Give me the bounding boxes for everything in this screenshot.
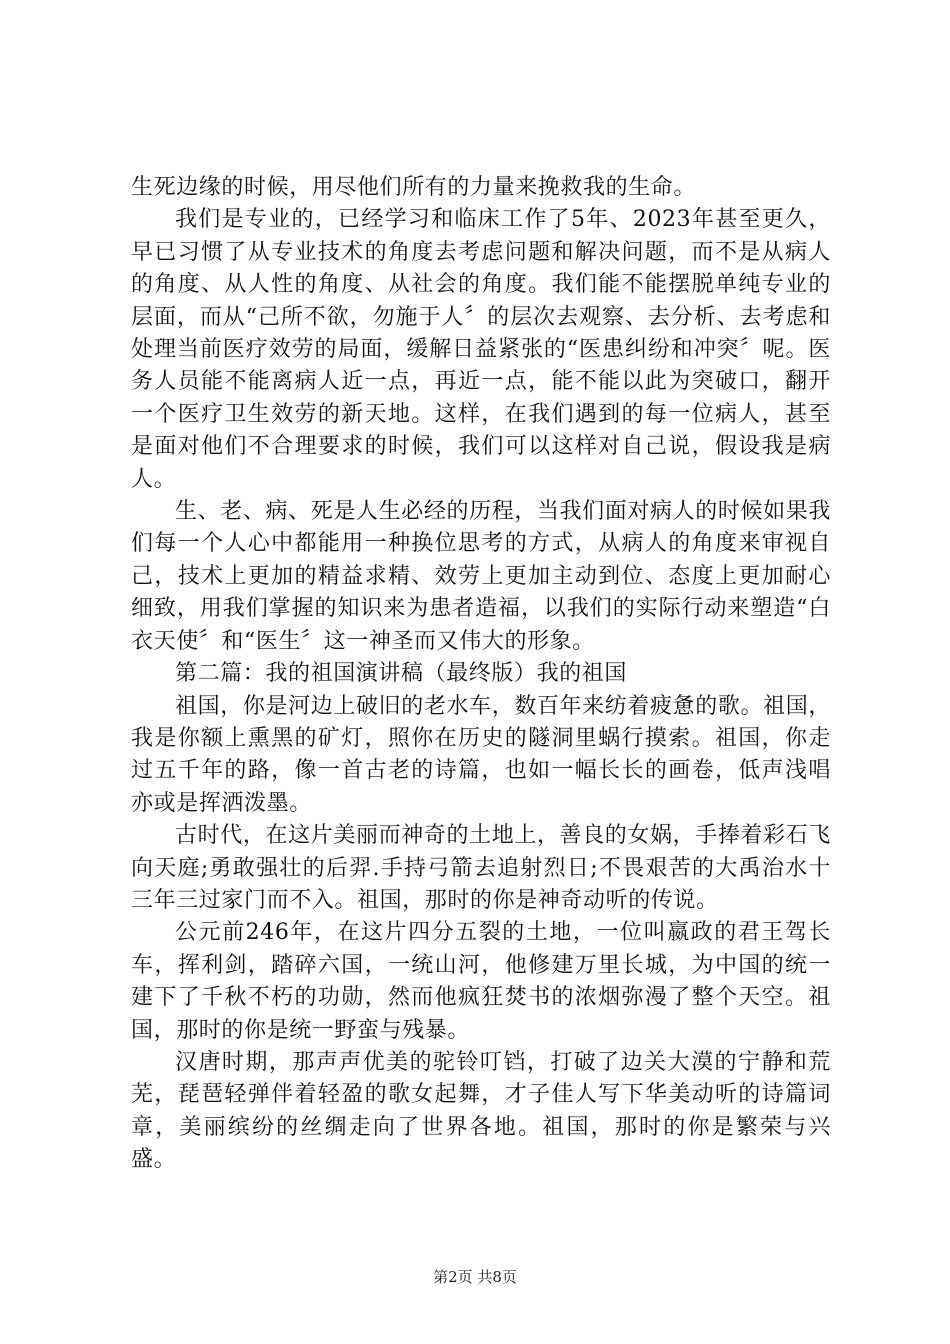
paragraph: 我们是专业的，已经学习和临床工作了5年、2023年甚至更久，早已习惯了从专业技术的角度去考虑问题和解决问题，而不是从病人的角度、从人性的角度、从社会的角度。我们能不能摆脱单纯专业的层面，而从“己所不欲，勿施于人〞的层次去观察、去分析、去考虑和处理当前医疗效劳的局面，缓解日益紧张的“医患纠纷和冲突〞呢。医务人员能不能离病人近一点，再近一点，能不能以此为突破口，翻开一个医疗卫生效劳的新天地。这样，在我们遇到的每一位病人，甚至是面对他们不合理要求的时候，我们可以这样对自己说，假设我是病人。	[131, 207, 831, 492]
section-heading: 第二篇：我的祖国演讲稿（最终版）我的祖国	[175, 661, 628, 687]
paragraph: 生、老、病、死是人生必经的历程，当我们面对病人的时候如果我们每一个人心中都能用一种换位思考的方式，从病人的角度来审视自己，技术上更加的精益求精、效劳上更加主动到位、态度上更加耐心细致，用我们掌握的知识来为患者造福，以我们的实际行动来塑造“白衣天使〞和“医生〞这一神圣而又伟大的形象。	[131, 499, 831, 654]
paragraph: 古时代，在这片美丽而神奇的土地上，善良的女娲，手捧着彩石飞向天庭;勇敢强壮的后羿.手持弓箭去追射烈日;不畏艰苦的大禹治水十三年三过家门而不入。祖国，那时的你是神奇动听的传说。	[131, 823, 831, 913]
paragraph-continuation: 生死边缘的时候，用尽他们所有的力量来挽救我的生命。	[131, 175, 697, 200]
paragraph: 汉唐时期，那声声优美的驼铃叮铛，打破了边关大漠的宁静和荒芜，琵琶轻弹伴着轻盈的歌女起舞，才子佳人写下华美动听的诗篇词章，美丽缤纷的丝绸走向了世界各地。祖国，那时的你是繁荣与兴盛。	[131, 1049, 831, 1173]
paragraph: 公元前246年，在这片四分五裂的土地，一位叫嬴政的君王驾长车，挥利剑，踏碎六国，一统山河，他修建万里长城，为中国的统一建下了千秋不朽的功勋，然而他疯狂焚书的浓烟弥漫了整个天空。祖国，那时的你是统一野蛮与残暴。	[131, 920, 831, 1043]
page-number-footer: 第2页 共8页	[433, 1268, 517, 1286]
paragraph: 祖国，你是河边上破旧的老水车，数百年来纺着疲惫的歌。祖国，我是你额上熏黑的矿灯，照你在历史的隧洞里蜗行摸索。祖国，你走过五千年的路，像一首古老的诗篇，也如一幅长长的画卷，低声浅唱亦或是挥洒泼墨。	[131, 693, 831, 816]
document-body	[131, 172, 831, 1177]
